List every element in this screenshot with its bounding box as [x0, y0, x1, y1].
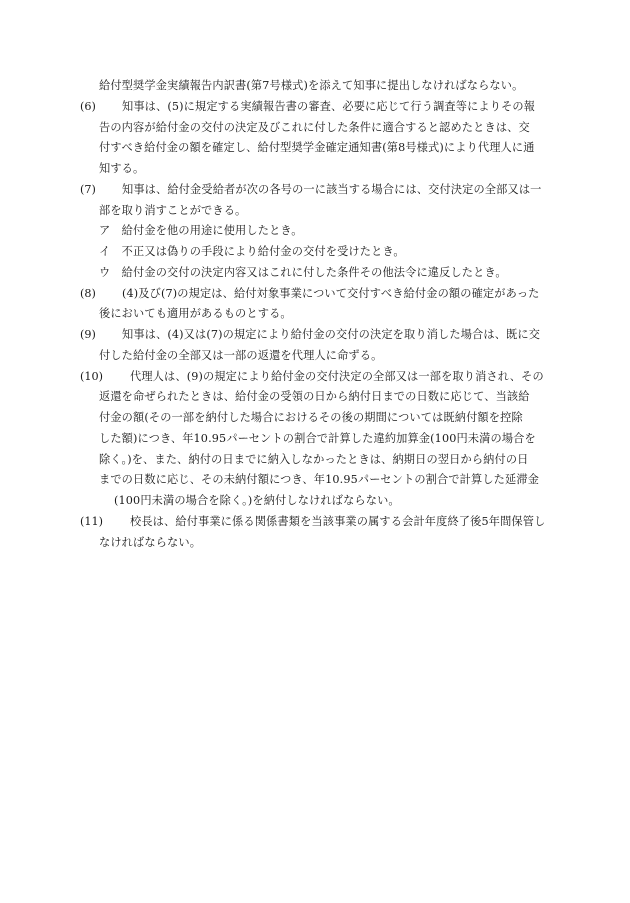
text-line: 代理人は、(9)の規定により給付金の交付決定の全部又は一部を取り消され、その [130, 369, 544, 383]
text-line: した額)につき、年10.95パーセントの割合で計算した違約加算金(100円未満の場合を [99, 431, 536, 445]
text-line: (4)及び(7)の規定は、給付対象事業について交付すべき給付金の額の確定があった [122, 286, 540, 300]
text-line: 除く。)を、また、納付の日までに納入しなかったときは、納期日の翌日から納付の日 [99, 452, 529, 466]
text-line: 返還を命ぜられたときは、給付金の受領の日から納付日までの日数に応じて、当該給 [99, 390, 530, 404]
text-line: 部を取り消すことができる。 [99, 203, 247, 217]
text-line: 知事は、(5)に規定する実績報告書の審査、必要に応じて行う調査等によりその報 [122, 99, 536, 113]
text-line: 付金の額(その一部を納付した場合におけるその後の期間については既納付額を控除 [99, 411, 523, 424]
text-line: 知事は、給付金受給者が次の各号の一に該当する場合には、交付決定の全部又は一 [122, 182, 542, 196]
paragraph-number: (7) [80, 182, 96, 196]
text-line: ウ 給付金の交付の決定内容又はこれに付した条件その他法令に違反したとき。 [99, 265, 507, 279]
text-line: 給付型奨学金実績報告内訳書(第7号様式)を添えて知事に提出しなければならない。 [99, 79, 524, 92]
text-line: イ 不正又は偽りの手段により給付金の交付を受けたとき。 [99, 245, 405, 258]
text-line: 告の内容が給付金の交付の決定及びこれに付した条件に適合すると認めたときは、交 [99, 120, 530, 134]
paragraph-number: (11) [80, 514, 103, 528]
text-line: 校長は、給付事業に係る関係書類を当該事業の属する会計年度終了後5年間保管し [130, 514, 546, 528]
text-line: までの日数に応じ、その未納付額につき、年10.95パーセントの割合で計算した延滞金 [99, 473, 540, 487]
text-line: 付すべき給付金の額を確定し、給付型奨学金確定通知書(第8号様式)により代理人に通 [99, 141, 535, 155]
paragraph-number: (10) [80, 369, 103, 383]
text-line: 後においても適用があるものとする。 [99, 307, 292, 321]
paragraph-number: (8) [80, 286, 96, 300]
text-line: (100円未満の場合を除く。)を納付しなければならない。 [114, 494, 400, 507]
text-line: 付した給付金の全部又は一部の返還を代理人に命ずる。 [99, 348, 383, 362]
paragraph-number: (6) [80, 99, 96, 113]
text-line: 知する。 [99, 162, 145, 175]
paragraph-number: (9) [80, 328, 96, 341]
text-line: 知事は、(4)又は(7)の規定により給付金の交付の決定を取り消した場合は、既に交 [122, 328, 541, 341]
text-line: なければならない。 [99, 535, 202, 549]
text-line: ア 給付金を他の用途に使用したとき。 [99, 224, 303, 238]
